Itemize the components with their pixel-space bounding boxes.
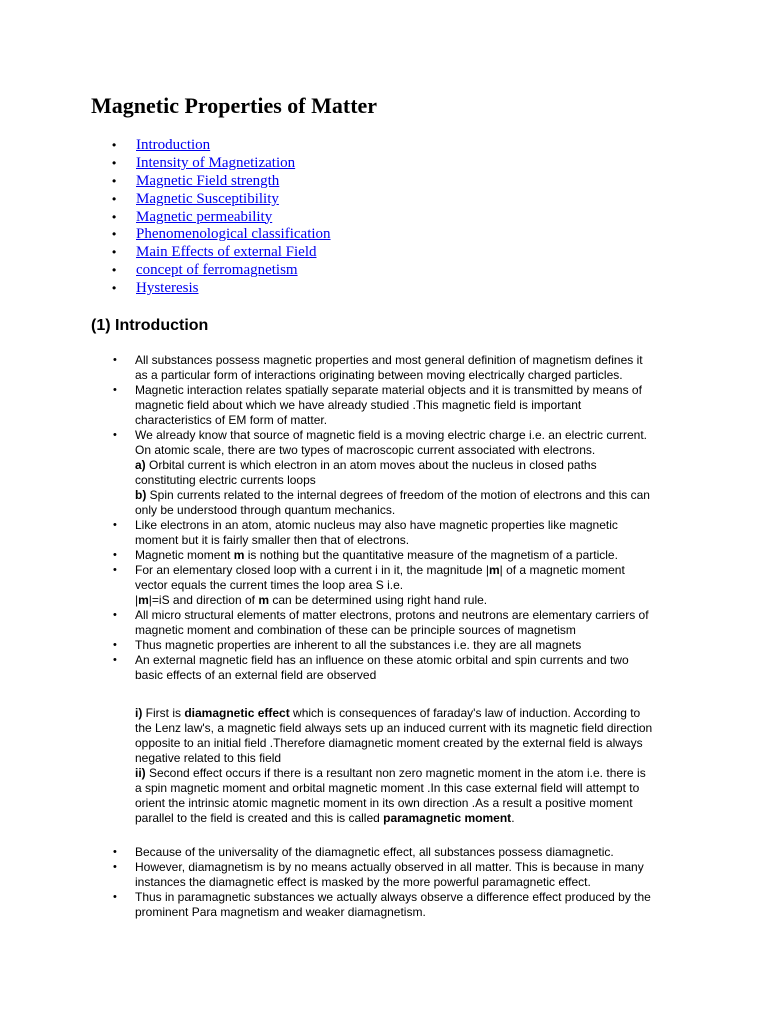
item-label-i: i) (135, 706, 143, 720)
text-line: constituting electric currents loops (135, 473, 316, 487)
toc-item-ferromagnetism (112, 262, 331, 280)
text-line: • An external magnetic field has an influence on these atomic orbital and spin currents and two (135, 653, 629, 667)
text-span: is nothing but the quantitative measure of the magnetism of a particle. (244, 548, 618, 562)
effects-paragraph (135, 706, 695, 826)
term-diamagnetic-effect: diamagnetic effect (184, 706, 290, 720)
list-item (111, 860, 681, 890)
toc-link-phenomenological-classification[interactable]: Phenomenological classification (136, 226, 331, 243)
text-line: instances the diamagnetic effect is masked by the more powerful paramagnetic effect. (135, 875, 591, 889)
text-span: | of a magnetic moment (499, 563, 625, 577)
text-line (135, 766, 695, 781)
toc-link-magnetic-permeability[interactable]: Magnetic permeability (136, 208, 273, 225)
text-line: the Lenz law's, a magnetic field always sets up an induced current with its magnetic field direction (135, 721, 653, 735)
toc-link-introduction[interactable]: Introduction (136, 137, 211, 153)
text-line (135, 458, 681, 473)
list-item (111, 428, 681, 518)
text-span: . (511, 811, 515, 825)
text-line: • Thus in paramagnetic substances we actually always observe a difference effect produced by the (135, 890, 651, 904)
diamagnetism-bullet-list (111, 845, 681, 920)
toc-link-magnetic-field-strength[interactable]: Magnetic Field strength (136, 172, 280, 189)
text-line: a spin magnetic moment and orbital magnetic moment .In this case external field will attempt to (135, 781, 640, 795)
list-item (111, 563, 681, 608)
list-item (111, 638, 681, 653)
list-item (111, 890, 681, 920)
text-line: orient the intrinsic atomic magnetic moment in its own direction .As a result a positive moment (135, 796, 633, 810)
toc-item-main-effects (112, 244, 331, 262)
text-line: vector equals the current times the loop area S i.e. (135, 578, 404, 592)
text-span: can be determined using right hand rule. (269, 593, 488, 607)
list-item (111, 608, 681, 638)
text-line: basic effects of an external field are observed (135, 668, 377, 682)
section-heading: (1) Introduction (91, 317, 209, 334)
item-label-ii: ii) (135, 766, 146, 780)
list-item (111, 548, 681, 563)
toc-item-introduction (112, 137, 331, 155)
toc-link-ferromagnetism[interactable]: concept of ferromagnetism (136, 262, 298, 279)
item-label-b: b) (135, 488, 147, 502)
text-span: Spin currents related to the internal degrees of freedom of the motion of electrons and this can (146, 488, 650, 502)
text-line (135, 548, 681, 563)
text-line: • Thus magnetic properties are inherent to all the substances i.e. they are all magnets (135, 638, 582, 652)
text-line (135, 563, 681, 578)
toc-item-magnetic-susceptibility (112, 191, 331, 209)
toc-item-phenomenological-classification (112, 226, 331, 244)
text-line: prominent Para magnetism and weaker diamagnetism. (135, 905, 426, 919)
intro-bullet-list (111, 353, 681, 683)
list-item (111, 383, 681, 428)
text-line: opposite to an initial field .Therefore diamagnetic moment created by the external field is always (135, 736, 643, 750)
text-line: On atomic scale, there are two types of macroscopic current associated with electrons. (135, 443, 596, 457)
toc-link-magnetic-susceptibility[interactable]: Magnetic Susceptibility (136, 190, 279, 207)
toc-link-hysteresis[interactable]: Hysteresis (136, 280, 199, 297)
bold-symbol-m: m (138, 593, 149, 607)
item-label-a: a) (135, 458, 146, 472)
text-line (135, 811, 695, 826)
text-span: Orbital current is which electron in an atom moves about the nucleus in closed paths (145, 458, 597, 472)
text-span: Magnetic moment (135, 548, 234, 562)
text-span: Second effect occurs if there is a resultant non zero magnetic moment in the atom i.e. there is (145, 766, 646, 780)
text-line: negative related to this field (135, 751, 282, 765)
table-of-contents (112, 137, 331, 298)
text-line: magnetic field about which we have already studied .This magnetic field is important (135, 398, 582, 412)
toc-item-magnetic-permeability (112, 209, 331, 227)
page-title: Magnetic Properties of Matter (91, 93, 378, 118)
text-line: • All micro structural elements of matter electrons, protons and neutrons are elementary carriers of (135, 608, 649, 622)
text-line: as a particular form of interactions originating between moving electrically charged particles. (135, 368, 623, 382)
term-paramagnetic-moment: paramagnetic moment (383, 811, 512, 825)
text-line (135, 488, 681, 503)
text-span: For an elementary closed loop with a current i in it, the magnitude | (135, 563, 489, 577)
toc-item-intensity-of-magnetization (112, 155, 331, 173)
text-line: • We already know that source of magnetic field is a moving electric charge i.e. an electric current. (135, 428, 648, 442)
toc-link-intensity-of-magnetization[interactable]: Intensity of Magnetization (136, 154, 296, 171)
bold-symbol-m: m (233, 548, 245, 562)
toc-item-magnetic-field-strength (112, 173, 331, 191)
list-item (111, 353, 681, 383)
text-line (135, 593, 681, 608)
list-item (111, 845, 681, 860)
text-line: • Magnetic interaction relates spatially separate material objects and it is transmitted by means of (135, 383, 642, 397)
list-item (111, 653, 681, 683)
text-line: • All substances possess magnetic properties and most general definition of magnetism defines it (135, 353, 643, 367)
text-span: which is consequences of faraday's law of induction. According to (289, 706, 641, 720)
toc-item-hysteresis (112, 280, 331, 298)
text-line: moment but it is fairly smaller then that of electrons. (135, 533, 410, 547)
text-line (135, 706, 695, 721)
text-span: | (135, 593, 139, 607)
text-span: |=iS and direction of (148, 593, 259, 607)
toc-link-main-effects[interactable]: Main Effects of external Field (136, 244, 317, 261)
text-line: magnetic moment and combination of these can be principle sources of magnetism (135, 623, 576, 637)
bold-symbol-m: m (488, 563, 500, 577)
text-line: • Like electrons in an atom, atomic nucleus may also have magnetic properties like magnetic (135, 518, 618, 532)
list-item (111, 518, 681, 548)
text-span: parallel to the field is created and this is called (135, 811, 384, 825)
bold-symbol-m: m (258, 593, 269, 607)
text-span: First is (142, 706, 185, 720)
text-line: characteristics of EM form of matter. (135, 413, 328, 427)
text-line: • Because of the universality of the diamagnetic effect, all substances possess diamagnetic. (135, 845, 614, 859)
text-line: only be understood through quantum mechanics. (135, 503, 396, 517)
text-line: • However, diamagnetism is by no means actually observed in all matter. This is because in many (135, 860, 644, 874)
